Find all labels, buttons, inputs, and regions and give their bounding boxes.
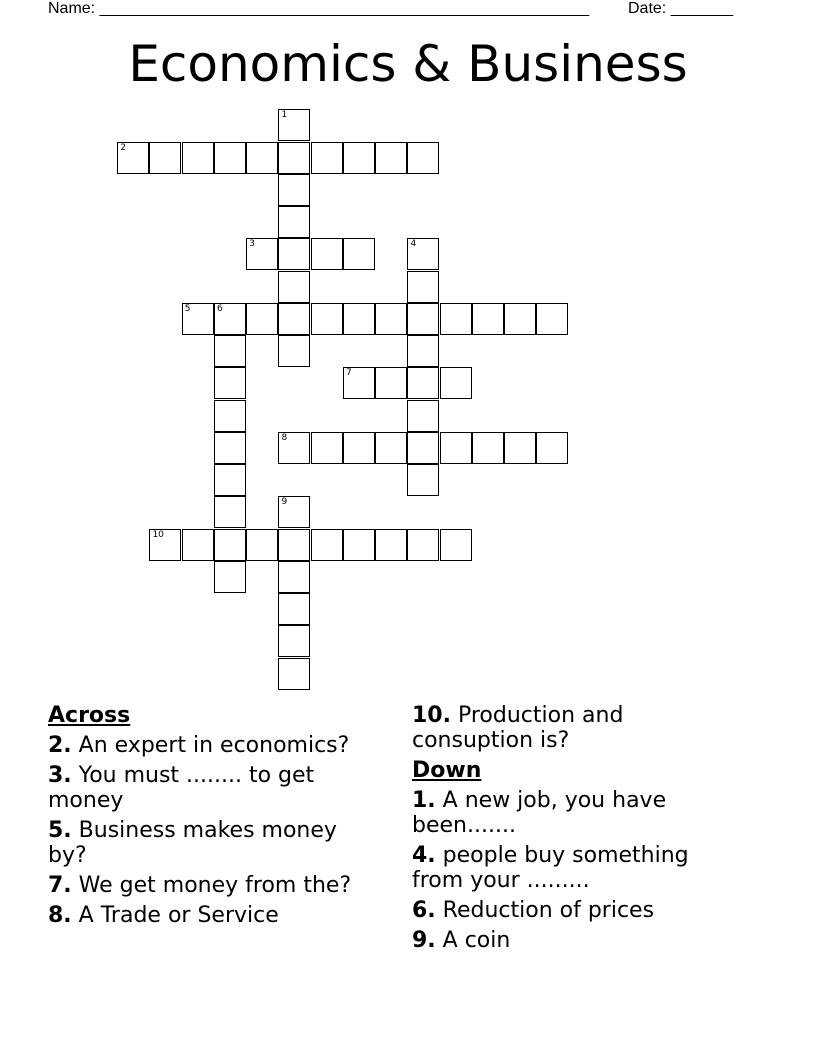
crossword-cell[interactable] — [214, 464, 246, 496]
crossword-cell[interactable] — [214, 303, 246, 335]
crossword-cell[interactable] — [311, 432, 343, 464]
crossword-cell[interactable] — [278, 238, 310, 270]
crossword-cell[interactable] — [278, 109, 310, 141]
crossword-cell[interactable] — [343, 529, 375, 561]
crossword-cell[interactable] — [278, 432, 310, 464]
crossword-cell[interactable] — [214, 496, 246, 528]
crossword-cell[interactable] — [407, 464, 439, 496]
crossword-cell[interactable] — [407, 142, 439, 174]
clue-number: 2 — [120, 142, 126, 153]
crossword-cell[interactable] — [278, 335, 310, 367]
crossword-cell[interactable] — [407, 271, 439, 303]
crossword-cell[interactable] — [375, 142, 407, 174]
crossword-cell[interactable] — [343, 238, 375, 270]
clue-number: 1 — [281, 110, 288, 121]
name-label: Name: — [48, 0, 96, 17]
crossword-cell[interactable] — [182, 303, 214, 335]
crossword-cell[interactable] — [375, 367, 407, 399]
crossword-cell[interactable] — [536, 303, 568, 335]
clue-number: 6 — [216, 303, 223, 314]
crossword-cell[interactable] — [311, 529, 343, 561]
crossword-cell[interactable] — [504, 432, 536, 464]
crossword-cell[interactable] — [278, 206, 310, 238]
clue-across-5: 5. Business makes money by? — [48, 818, 337, 868]
date-label: Date: — [628, 0, 667, 17]
crossword-cell[interactable] — [440, 303, 472, 335]
clue-down-9: 9. A coin — [412, 928, 511, 953]
crossword-cell[interactable] — [278, 271, 310, 303]
crossword-cell[interactable] — [343, 303, 375, 335]
clue-across-2: 2. An expert in economics? — [48, 733, 350, 758]
date-blank[interactable]: _______ — [670, 0, 733, 17]
clue-across-7: 7. We get money from the? — [48, 873, 352, 898]
crossword-cell[interactable] — [117, 142, 149, 174]
page-title: Economics & Business — [128, 35, 688, 93]
crossword-cell[interactable] — [278, 303, 310, 335]
crossword-cell[interactable] — [278, 174, 310, 206]
clue-number: 10 — [152, 529, 164, 540]
clue-across-8: 8. A Trade or Service — [48, 903, 279, 928]
crossword-cell[interactable] — [278, 529, 310, 561]
crossword-cell[interactable] — [440, 529, 472, 561]
crossword-cell[interactable] — [311, 303, 343, 335]
crossword-cell[interactable] — [440, 432, 472, 464]
crossword-cell[interactable] — [472, 303, 504, 335]
crossword-cell[interactable] — [343, 432, 375, 464]
crossword-cell[interactable] — [246, 142, 278, 174]
crossword-cell[interactable] — [375, 432, 407, 464]
crossword-cell[interactable] — [472, 432, 504, 464]
crossword-cell[interactable] — [343, 367, 375, 399]
crossword-cell[interactable] — [214, 142, 246, 174]
clue-across-3: 3. You must ........ to get money — [48, 763, 315, 813]
across-heading: Across — [48, 703, 131, 728]
crossword-cell[interactable] — [504, 303, 536, 335]
crossword-cell[interactable] — [246, 303, 278, 335]
crossword-cell[interactable] — [278, 496, 310, 528]
clue-number: 7 — [345, 368, 352, 379]
crossword-cell[interactable] — [407, 238, 439, 270]
clues-column-right — [412, 703, 742, 958]
crossword-cell[interactable] — [278, 561, 310, 593]
crossword-cell[interactable] — [246, 238, 278, 270]
clue-down-6: 6. Reduction of prices — [412, 898, 655, 923]
clue-down-1: 1. A new job, you have been....... — [412, 788, 667, 838]
down-heading: Down — [412, 758, 482, 783]
clue-number: 5 — [184, 303, 191, 314]
crossword-cell[interactable] — [375, 303, 407, 335]
crossword-cell[interactable] — [214, 432, 246, 464]
crossword-cell[interactable] — [375, 529, 407, 561]
clue-across-10: 10. Production and consuption is? — [412, 703, 624, 753]
crossword-cell[interactable] — [214, 561, 246, 593]
crossword-cell[interactable] — [149, 529, 181, 561]
clue-number: 3 — [249, 239, 255, 250]
crossword-cell[interactable] — [407, 303, 439, 335]
clue-number: 9 — [281, 497, 288, 508]
crossword-cell[interactable] — [182, 529, 214, 561]
crossword-cell[interactable] — [278, 658, 310, 690]
clue-number: 8 — [281, 432, 288, 443]
crossword-cell[interactable] — [246, 529, 278, 561]
crossword-cell[interactable] — [440, 367, 472, 399]
crossword-cell[interactable] — [182, 142, 214, 174]
crossword-cell[interactable] — [536, 432, 568, 464]
crossword-cell[interactable] — [407, 400, 439, 432]
crossword-cell[interactable] — [214, 367, 246, 399]
crossword-cell[interactable] — [278, 593, 310, 625]
crossword-cell[interactable] — [343, 142, 375, 174]
crossword-cell[interactable] — [214, 400, 246, 432]
crossword-cell[interactable] — [311, 142, 343, 174]
crossword-cell[interactable] — [278, 625, 310, 657]
clue-down-4: 4. people buy something from your ......... — [412, 843, 689, 893]
crossword-cell[interactable] — [407, 367, 439, 399]
clues-column-left — [48, 703, 378, 933]
crossword-cell[interactable] — [278, 142, 310, 174]
crossword-cell[interactable] — [407, 432, 439, 464]
crossword-cell[interactable] — [311, 238, 343, 270]
crossword-cell[interactable] — [214, 529, 246, 561]
crossword-cell[interactable] — [214, 335, 246, 367]
crossword-cell[interactable] — [407, 529, 439, 561]
clue-number: 4 — [410, 239, 417, 250]
crossword-cell[interactable] — [407, 335, 439, 367]
name-blank[interactable]: _______________________________________________________ — [99, 0, 589, 17]
crossword-cell[interactable] — [149, 142, 181, 174]
